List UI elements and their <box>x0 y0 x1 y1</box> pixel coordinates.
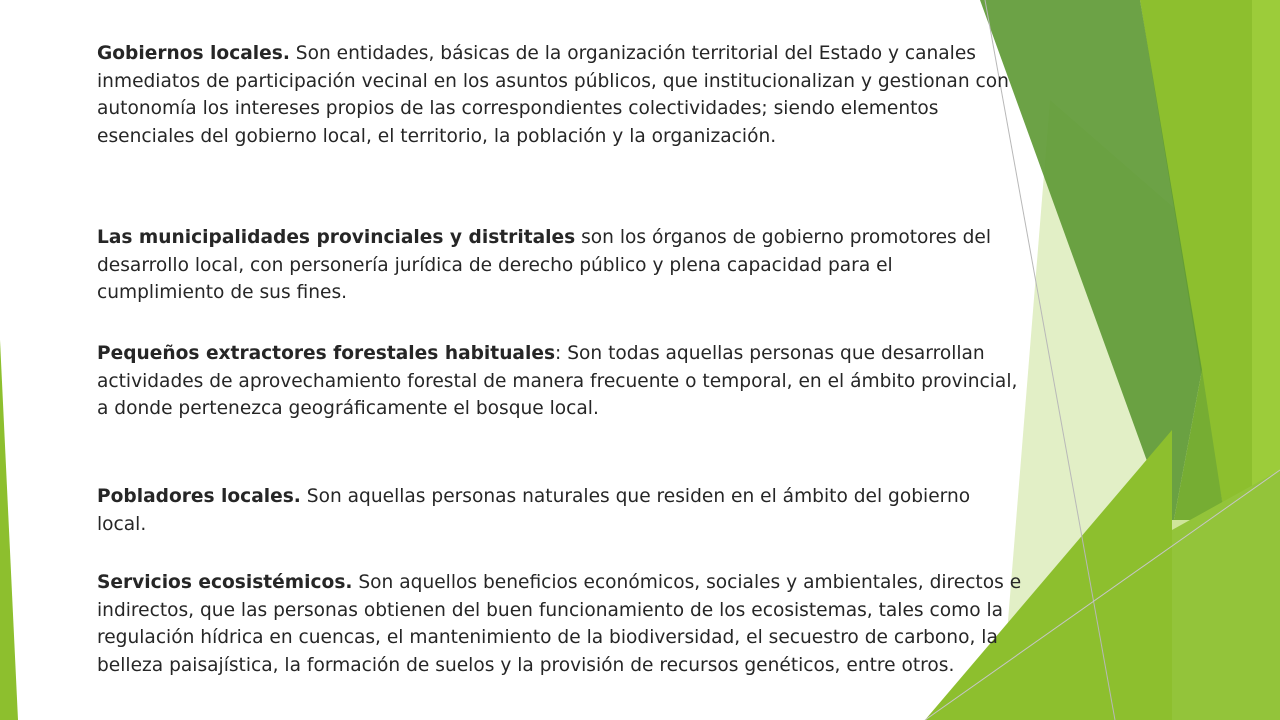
definition-gobiernos-locales <box>97 40 1022 150</box>
definition-term: Servicios ecosistémicos. <box>97 572 353 593</box>
definition-body: : Son todas aquellas personas que desarrollan actividades de aprovechamiento forestal de manera frecuente o temporal, en el ámbito provincial, a donde pertenezca geográficamente el bosque local. <box>97 343 1018 419</box>
definition-body: son los órganos de gobierno promotores del desarrollo local, con personería jurídica de derecho público y plena capacidad para el cumplimiento de sus fines. <box>97 227 992 303</box>
definition-servicios-ecosistemicos <box>97 569 1022 679</box>
definition-term: Pequeños extractores forestales habituales <box>97 343 556 364</box>
definition-term: Las municipalidades provinciales y distritales <box>97 227 576 248</box>
definition-term: Pobladores locales. <box>97 486 301 507</box>
definition-body: Son aquellos beneficios económicos, sociales y ambientales, directos e indirectos, que las personas obtienen del buen funcionamiento de los ecosistemas, tales como la regulación hídrica en cuencas, el mantenimiento de la biodiversidad, el secuestro de carbono, la belleza paisajística, la formación de suelos y la provisión de recursos genéticos, entre otros. <box>97 572 1022 676</box>
definition-pobladores-locales <box>97 483 1022 538</box>
left-edge-facet <box>0 340 18 720</box>
definition-term: Gobiernos locales. <box>97 43 290 64</box>
definition-body: Son aquellas personas naturales que residen en el ámbito del gobierno local. <box>97 486 971 535</box>
definition-pequenos-extractores <box>97 340 1022 423</box>
definition-municipalidades <box>97 224 1022 307</box>
definition-body: Son entidades, básicas de la organización territorial del Estado y canales inmediatos de participación vecinal en los asuntos públicos, que institucionalizan y gestionan con autonomía los intereses propios de las correspondientes colectividades; siendo elementos esenciales del gobierno local, el territorio, la población y la organización. <box>97 43 1009 147</box>
